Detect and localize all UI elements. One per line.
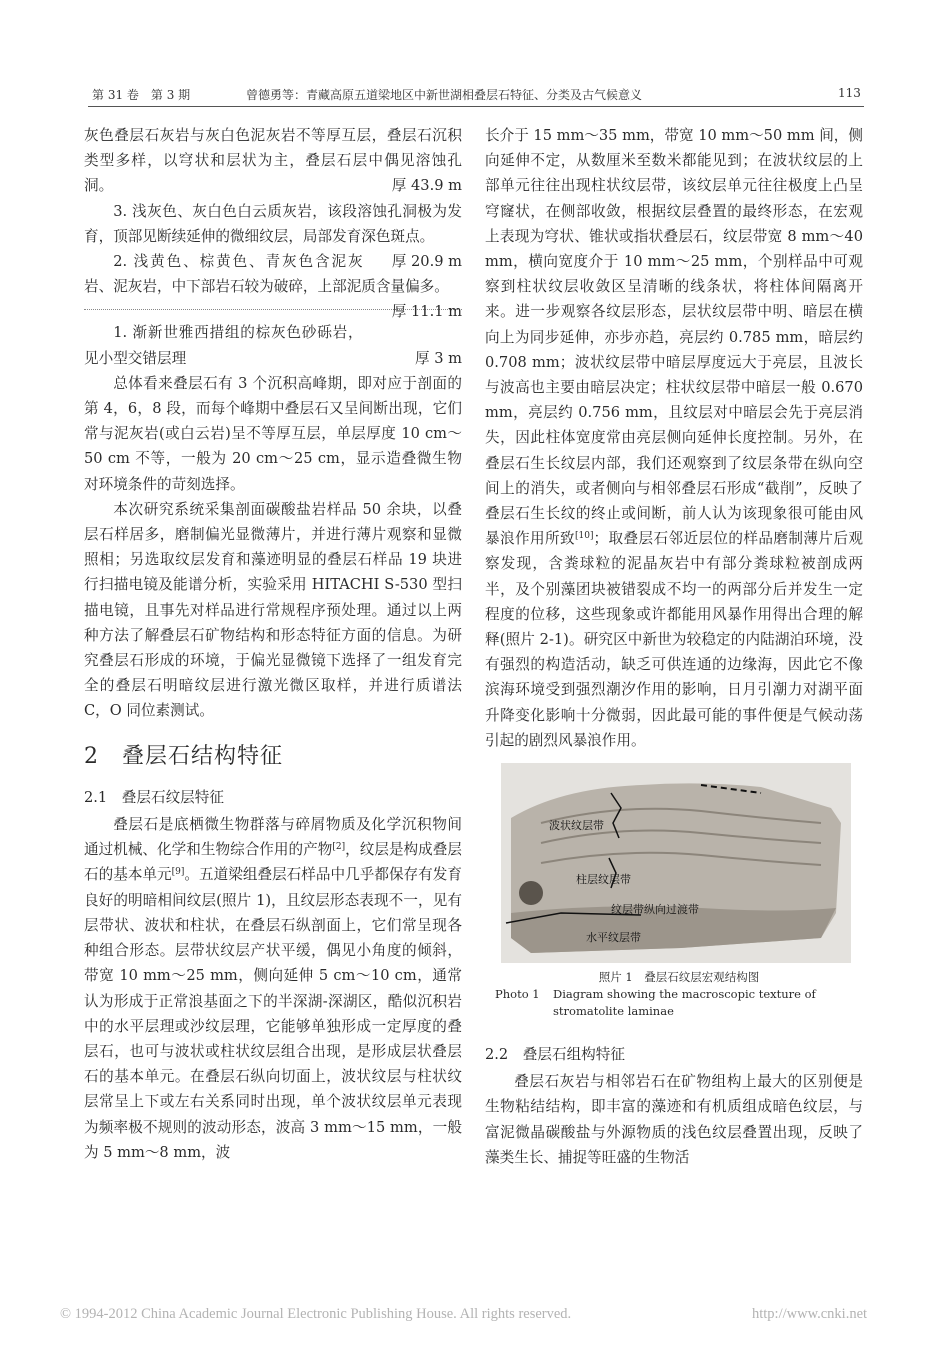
- running-title: 曾德勇等：青藏高原五道梁地区中新世湖相叠层石特征、分类及古气候意义: [246, 88, 643, 102]
- stromatolite-photo: [501, 763, 851, 963]
- label-columnar: 柱层纹层带: [576, 873, 631, 887]
- left-column: [84, 123, 462, 1165]
- photo-illustration: [501, 763, 851, 963]
- paragraph: 叠层石灰岩与相邻岩石在矿物组构上最大的区别便是生物粘结结构，即丰富的藻迹和有机质组成暗色纹层，与富泥微晶碳酸盐与外源物质的浅色纹层叠置出现，反映了藻类生长、捕捉等旺盛的生物活: [485, 1073, 863, 1166]
- citation: [2]: [332, 842, 346, 853]
- citation: [9]: [171, 867, 185, 878]
- label-horizontal: 水平纹层带: [586, 931, 641, 945]
- citation: [10]: [574, 531, 594, 542]
- subsection-heading: 2.1 叠层石纹层特征: [84, 788, 224, 806]
- right-column: [485, 123, 863, 1170]
- header-rule: [88, 106, 864, 107]
- footer-url: http://www.cnki.net: [752, 1306, 868, 1322]
- paragraph: 本次研究系统采集剖面碳酸盐岩样品 50 余块，以叠层石样居多，磨制偏光显微薄片，并进行薄片观察和显微照相；另选取纹层发育和藻迹明显的叠层石样品 19 块进行扫描电镜及能谱分析，实验采用 HITACHI S-530 型扫描电镜，且事先对样品进行常规程序预处理。通过以上两种方法了解叠层石矿物结构和形态特征方面的信息。为研究叠层石形成的环境，于偏光显微镜下选择了一组发育完全的叠层石明暗纹层进行激光微区取样，并进行质谱法 C，O 同位素测试。: [84, 500, 462, 720]
- section-heading: 2 叠层石结构特征: [84, 743, 283, 769]
- paragraph: 叠层石是底栖微生物群落与碎屑物质及化学沉积物间通过机械、化学和生物综合作用的产物[2]，纹层是构成叠层石的基本单元[9]。五道梁组叠层石样品中几乎都保存有发育良好的明暗相间纹层(照片 1)，且纹层形态表现不一，见有层带状、波状和柱状，在叠层石纵剖面上，它们常呈现各种组合形态。层带状纹层产状平缓，偶见小角度的倾斜，带宽 10 mm～25 mm，侧向延伸 5 cm～10 cm，通常认为形成于正常浪基面之下的半深湖-深湖区，酷似沉积岩中的水平层理或沙纹层理，它能够单独形成一定厚度的叠层石，也可与波状或柱状纹层组合出现，是形成层状叠层石的基本单元。在叠层石纵向切面上，波状纹层与柱状纹层常呈上下或左右关系同时出现，单个波状纹层单元表现为频率极不规则的波动形态，波高 3 mm～15 mm，一般为 5 mm～8 mm，波: [84, 816, 462, 1161]
- figure-caption-cn: 照片 1 叠层石纹层宏观结构图: [598, 970, 760, 985]
- label-transition: 纹层带纵向过渡带: [611, 903, 699, 917]
- paragraph: 总体看来叠层石有 3 个沉积高峰期，即对应于剖面的第 4，6，8 段，而每个峰期中叠层石又呈间断出现，它们常与泥灰岩(或白云岩)呈不等厚互层，单层厚度 10 cm～50 cm 不等，一般为 20 cm～25 cm，显示造叠微生物对环境条件的苛刻选择。: [84, 374, 462, 493]
- paragraph: 3. 浅灰色、灰白色白云质灰岩，该段溶蚀孔洞极为发育，顶部见断续延伸的微细纹层，局部发育深色斑点。 厚 20.9 m: [84, 202, 462, 271]
- subsection-heading: 2.2 叠层石组构特征: [485, 1046, 625, 1064]
- paragraph: 2. 浅黄色、棕黄色、青灰色含泥灰岩、泥灰岩，中下部岩石较为破碎，上部泥质含量偏多。 厚 11.1 m: [84, 253, 462, 321]
- paragraph: 长介于 15 mm～35 mm，带宽 10 mm～50 mm 间，侧向延伸不定，从数厘米至数米都能见到；在波状纹层的上部单元往往出现柱状纹层带，该纹层单元往往极度上凸呈穹窿状，在侧部收敛，根据纹层叠置的最终形态，在宏观上表现为穹状、锥状或指状叠层石，纹层带宽 8 mm～40 mm，横向宽度介于 10 mm～25 mm，个别样品中可观察到柱状纹层收敛区呈清晰的线条状，将柱体间隔离开来。进一步观察各纹层形态，层状纹层带中明、暗层在横向上为同步延伸，亦步亦趋，亮层约 0.785 mm，暗层约 0.708 mm；波状纹层带中暗层厚度远大于亮层，且波长与波高也主要由暗层决定；柱状纹层带中暗层一般 0.670 mm，亮层约 0.756 mm，且纹层对中暗层会先于亮层消失，因此柱体宽度常由亮层侧向延伸长度控制。另外，在叠层石生长纹层内部，我们还观察到了纹层条带在纵向空间上的消失，或者侧向与相邻叠层石形成“截削”，反映了叠层石生长纹的终止或间断，前人认为该现象很可能由风暴浪作用所致[10]；取叠层石邻近层位的样品磨制薄片后观察发现，含粪球粒的泥晶灰岩中有部分粪球粒被剖成两半，及个别藻团块被错裂成不均一的两部分后并发生一定程度的位移，这些现象或许都能用风暴作用得出合理的解释(照片 2-1)。研究区中新世为较稳定的内陆湖泊环境，没有强烈的构造活动，缺乏可供连通的边缘海，因此它不像滨海环境受到强烈潮汐作用的影响，日月引潮力对湖平面升降变化影响十分微弱，因此最可能的事件便是气候动荡引起的剧烈风暴浪作用。: [485, 127, 863, 749]
- paragraph: 1. 渐新世雅西措组的棕灰色砂砾岩，见小型交错层理 厚 3 m: [84, 324, 462, 367]
- label-wavy: 波状纹层带: [549, 819, 604, 833]
- copyright-footer: © 1994-2012 China Academic Journal Electronic Publishing House. All rights reserved.: [60, 1306, 572, 1322]
- figure-caption-en: Photo 1 Diagram showing the macroscopic texture of stromatolite laminae: [495, 987, 816, 1019]
- page-number: 113: [838, 86, 861, 100]
- journal-volume: 第 31 卷 第 3 期: [92, 88, 191, 102]
- paragraph: 灰色叠层石灰岩与灰白色泥灰岩不等厚互层，叠层石沉积类型多样，以穹状和层状为主，叠层石层中偶见溶蚀孔洞。 厚 43.9 m: [84, 127, 462, 195]
